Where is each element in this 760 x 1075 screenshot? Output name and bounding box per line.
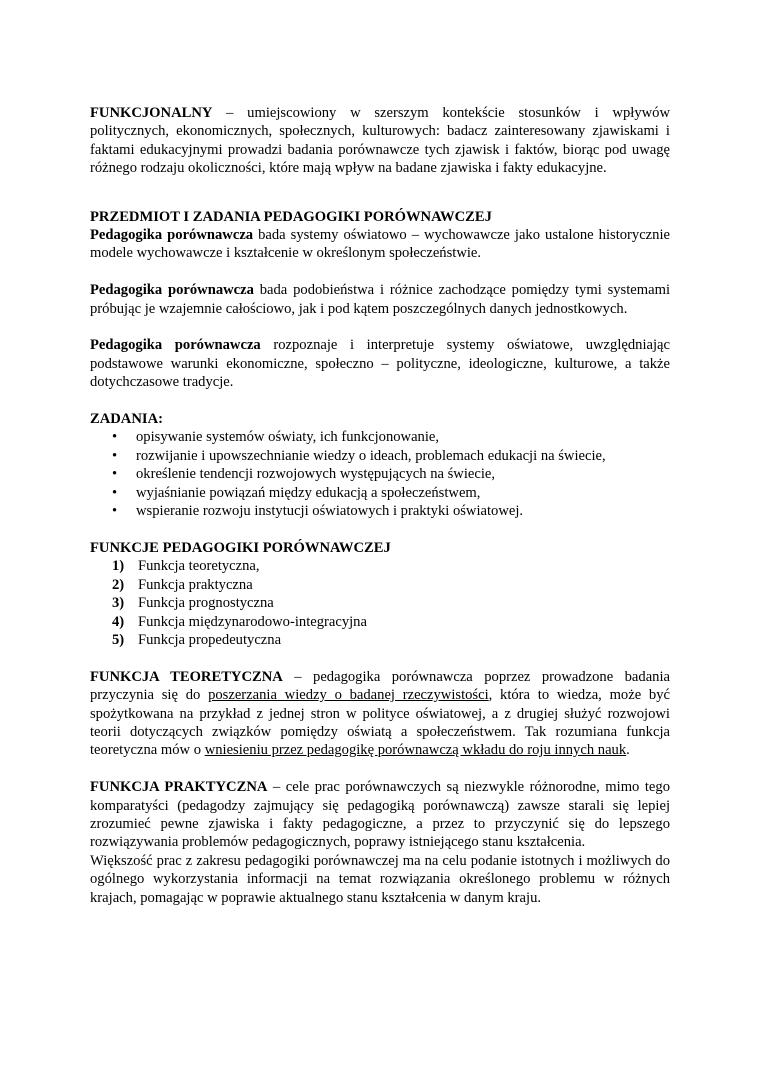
underlined-phrase-2: wniesieniu przez pedagogikę porównawczą wkładu do roju innych nauk: [204, 742, 627, 759]
list-number: 3): [112, 595, 125, 612]
term-funkcjonalny: FUNKCJONALNY: [90, 105, 213, 121]
list-item: • opisywanie systemów oświaty, ich funkcjonowanie,: [112, 428, 670, 446]
list-item: • wspieranie rozwoju instytucji oświatowych i praktyki oświatowej.: [112, 502, 670, 520]
paragraph-przedmiot-2: [90, 281, 670, 318]
text-praktyczna-2: Większość prac z zakresu pedagogiki porównawczej ma na celu podanie istotnych i możliwych do ogólnego wykorzystania informacji na temat rozwiązania określonego problemu w różnych krajach, pomagając w poprawie aktualnego stanu kształcenia w danym kraju.: [90, 852, 670, 906]
text-przedmiot-3: rozpoznaje i interpretuje systemy oświatowe, uwzględniając podstawowe warunki ekonomiczne, społeczno – polityczne, ideologiczne, kulturowe, a także dotychczasowe tradycje.: [90, 337, 670, 391]
list-number: 2): [112, 576, 125, 593]
list-item: • określenie tendencji rozwojowych występujących na świecie,: [112, 465, 670, 483]
heading-przedmiot: PRZEDMIOT I ZADANIA PEDAGOGIKI PORÓWNAWCZEJ: [90, 208, 492, 225]
underlined-phrase-1: poszerzania wiedzy o badanej rzeczywistości: [208, 687, 489, 704]
list-item: [112, 557, 670, 575]
paragraph-funkcja-praktyczna-2: [90, 852, 670, 907]
text-funkcjonalny: – umiejscowiony w szerszym kontekście stosunków i wpływów politycznych, ekonomicznych, społecznych, kulturowych: badacz zainteresowany zjawiskami i faktami edukacyjnymi prowadzi badania porównawcze tych zjawisk i faktów, biorąc pod uwagę różnego rodzaju okoliczności, które mają wpływ na badane zjawiska i fakty edukacyjne.: [90, 105, 670, 177]
list-label: Funkcja praktyczna: [138, 576, 253, 593]
paragraph-funkcja-teoretyczna: [90, 668, 670, 760]
list-item: [112, 576, 670, 594]
list-number: 1): [112, 558, 125, 575]
term-funkcja-praktyczna: FUNKCJA PRAKTYCZNA: [90, 779, 268, 796]
list-item: • rozwijanie i upowszechnianie wiedzy o ideach, problemach edukacji na świecie,: [112, 447, 670, 465]
term-funkcja-teoretyczna: FUNKCJA TEORETYCZNA: [90, 668, 283, 685]
paragraph-funkcja-praktyczna: [90, 778, 670, 852]
zadania-list: [90, 428, 670, 520]
list-item: [112, 613, 670, 631]
list-label: Funkcja teoretyczna,: [138, 558, 260, 575]
list-label: Funkcja międzynarodowo-integracyjna: [138, 613, 367, 630]
term-pedagogika-2: Pedagogika porównawcza: [90, 282, 254, 299]
text-przedmiot-1: bada systemy oświatowo – wychowawcze jako ustalone historycznie modele wychowawcze i kształcenie w określonym społeczeństwie.: [90, 227, 670, 262]
list-item: • wyjaśnianie powiązań między edukacją a społeczeństwem,: [112, 484, 670, 502]
list-label: Funkcja propedeutyczna: [138, 631, 282, 648]
heading-zadania: ZADANIA:: [90, 411, 163, 428]
text-praktyczna-1: – cele prac porównawczych są niezwykle różnorodne, mimo tego komparatyści (pedagodzy zajmujący się pedagogiką porównawczą) zawsze starali się lepiej zrozumieć pewne zjawiska i fakty pedagogiczne, a przez to przyczynić się do lepszego rozwiązywania problemów pedagogicznych, poprawy istniejącego stanu kształcenia.: [90, 779, 670, 851]
text-teoretyczna-3: .: [626, 742, 630, 759]
funkcje-list: [90, 557, 670, 649]
paragraph-przedmiot-3: [90, 336, 670, 391]
paragraph-przedmiot-1: [90, 226, 670, 263]
term-pedagogika-3: Pedagogika porównawcza: [90, 337, 261, 354]
list-number: 4): [112, 613, 125, 630]
text-przedmiot-2: bada podobieństwa i różnice zachodzące pomiędzy tymi systemami próbując je wzajemnie całościowo, jak i pod kątem poszczególnych danych jednostkowych.: [90, 282, 670, 317]
text-teoretyczna-1: – pedagogika porównawcza poprzez prowadzone badania przyczynia się do: [90, 668, 671, 704]
list-number: 5): [112, 631, 125, 648]
list-label: Funkcja prognostyczna: [138, 595, 274, 612]
list-item: [112, 631, 670, 649]
paragraph-funkcjonalny: [90, 104, 670, 178]
list-item: [112, 594, 670, 612]
text-teoretyczna-2: , która to wiedza, może być spożytkowana na przykład z jednej stron w polityce oświatowej, a z drugiej służyć rozwojowi teorii dotyczących związków pomiędzy oświatą a społeczeństwem. Tak rozumiana funkcja teoretyczna mów o: [90, 687, 671, 759]
heading-funkcje: FUNKCJE PEDAGOGIKI PORÓWNAWCZEJ: [90, 539, 391, 556]
term-pedagogika-1: Pedagogika porównawcza: [90, 227, 254, 244]
